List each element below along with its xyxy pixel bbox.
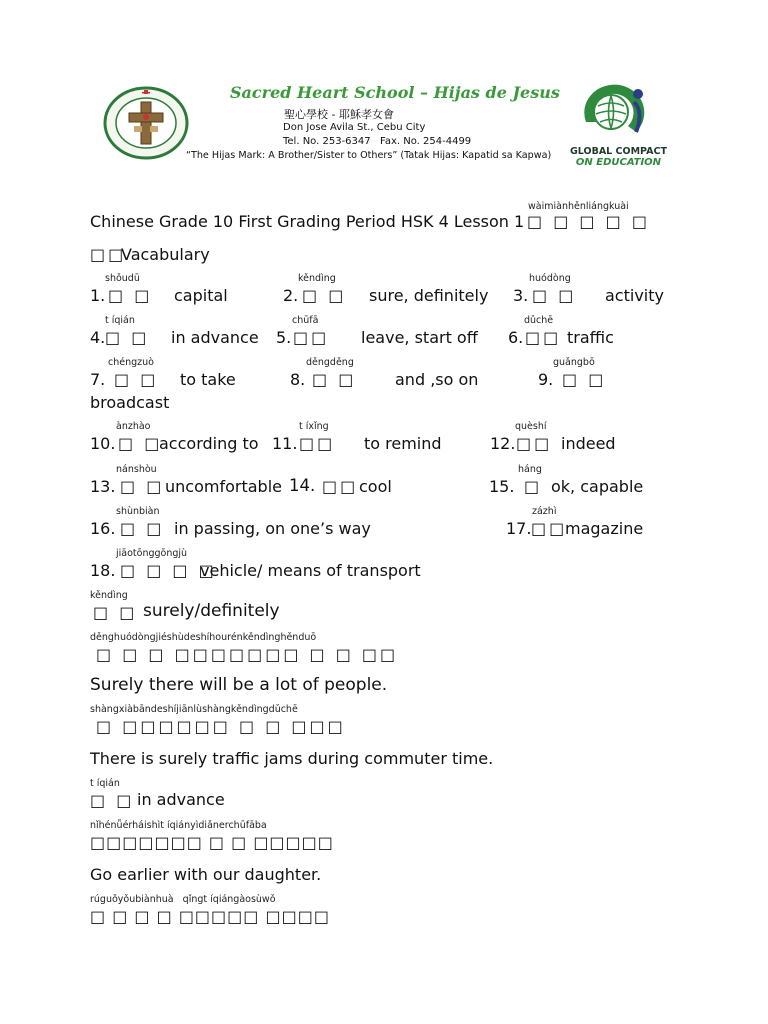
vocab-pinyin: děngděng — [306, 357, 354, 368]
vocab-pinyin: t íqián — [105, 315, 135, 326]
vocab-number: 1. — [90, 286, 106, 305]
vocab-english: and ,so on — [395, 370, 479, 389]
example-pinyin: rúguǒyǒubiànhuà qǐngt íqiángàosùwǒ — [90, 894, 276, 905]
vocab-hanzi: □ □ — [120, 477, 165, 496]
vocab-pinyin: zázhì — [532, 506, 557, 517]
example-hanzi: □ □ — [90, 791, 135, 810]
vocab-english: in advance — [171, 328, 259, 347]
vocab-pinyin: chūfā — [292, 315, 319, 326]
global-compact-caption — [570, 146, 667, 168]
global-compact-line2: ON EDUCATION — [575, 157, 662, 168]
vocab-number: 15. — [489, 477, 515, 496]
vocab-hanzi: □ □ — [562, 370, 607, 389]
school-name: Sacred Heart School – Hijas de Jesus — [230, 83, 560, 102]
vocab-number: 3. — [513, 286, 529, 305]
vocab-number: 11. — [272, 434, 298, 453]
vocab-heading-hanzi: □□ — [90, 245, 127, 264]
vocab-english: to remind — [364, 434, 442, 453]
vocab-english: broadcast — [90, 393, 170, 412]
vocab-english: ok, capable — [551, 477, 644, 496]
global-compact-line1: GLOBAL COMPACT — [570, 146, 667, 157]
title-pinyin: wàimiànhěnliángkuài — [528, 201, 629, 212]
vocab-number: 16. — [90, 519, 116, 538]
vocab-number: 8. — [290, 370, 306, 389]
vocab-english: activity — [605, 286, 664, 305]
vocab-pinyin: jiāotōnggōngjù — [116, 548, 188, 559]
example-english: Surely there will be a lot of people. — [90, 675, 388, 695]
vocab-pinyin: chéngzuò — [108, 357, 154, 368]
vocab-number: 10. — [90, 434, 116, 453]
vocab-pinyin: kěndìng — [298, 273, 336, 284]
vocab-hanzi: □□ — [322, 477, 359, 496]
vocab-english: capital — [174, 286, 228, 305]
example-english: Go earlier with our daughter. — [90, 865, 322, 884]
school-phone: Tel. No. 253-6347 — [283, 136, 371, 147]
vocab-number: 18. — [90, 561, 116, 580]
example-hanzi: □ □ □ □ □□□□□ □□□□ — [90, 907, 330, 926]
vocab-hanzi: □ □ — [120, 519, 165, 538]
vocab-pinyin: quèshí — [515, 421, 547, 432]
vocab-pinyin: huódòng — [529, 273, 571, 284]
example-hanzi: □ □ □ □□□□□□□ □ □ □□ — [96, 645, 399, 664]
vocab-pinyin: t íxǐng — [299, 421, 329, 432]
vocab-hanzi: □ □ — [118, 434, 163, 453]
vocab-number: 9. — [538, 370, 554, 389]
vocab-hanzi: □ □ □ □ — [120, 561, 217, 580]
vocab-number: 7. — [90, 370, 106, 389]
vocab-english: vehicle/ means of transport — [200, 561, 421, 580]
example-pinyin: shàngxiàbāndeshíjiānlùshàngkěndìngdǔchē — [90, 704, 298, 715]
example-english: in advance — [137, 790, 225, 809]
vocab-hanzi: □□ — [525, 328, 562, 347]
vocab-hanzi: □ □ — [312, 370, 357, 389]
vocab-english: sure, definitely — [369, 286, 489, 305]
vocab-number: 17. — [506, 519, 532, 538]
vocab-hanzi: □ □ — [302, 286, 347, 305]
vocab-hanzi: □□ — [293, 328, 330, 347]
example-hanzi: □ □□□□□□ □ □ □□□ — [96, 717, 346, 736]
vocab-hanzi: □□ — [531, 519, 568, 538]
vocab-number: 2. — [283, 286, 299, 305]
example-pinyin: kěndìng — [90, 590, 128, 601]
vocab-number: 13. — [90, 477, 116, 496]
school-chinese-name: 聖心學校 - 耶穌孝女會 — [284, 108, 394, 121]
vocab-english: according to — [159, 434, 259, 453]
vocab-english: in passing, on one’s way — [174, 519, 371, 538]
vocab-number: 12. — [490, 434, 516, 453]
vocab-hanzi: □ □ — [108, 286, 153, 305]
vocab-number: 4. — [90, 328, 106, 347]
vocab-number: 6. — [508, 328, 524, 347]
vocab-heading: Vacabulary — [121, 245, 210, 264]
example-english: There is surely traffic jams during commuter time. — [90, 749, 494, 768]
vocab-hanzi: □ □ — [532, 286, 577, 305]
vocab-hanzi: □□ — [299, 434, 336, 453]
vocab-english: cool — [359, 477, 392, 496]
vocab-pinyin: shùnbiàn — [116, 506, 160, 517]
vocab-english: indeed — [561, 434, 616, 453]
title-hanzi: □ □ □ □ □ — [527, 212, 650, 231]
vocab-number: 14. — [289, 476, 316, 495]
vocab-hanzi: □ □ — [114, 370, 159, 389]
page-title: Chinese Grade 10 First Grading Period HSK 4 Lesson 1 — [90, 212, 525, 231]
example-english: surely/definitely — [143, 601, 280, 621]
vocab-pinyin: nánshòu — [116, 464, 157, 475]
school-seal — [103, 86, 189, 160]
vocab-number: 5. — [276, 328, 292, 347]
example-hanzi: □□□□□□□ □ □ □□□□□ — [90, 833, 334, 852]
example-pinyin: t íqián — [90, 778, 120, 789]
vocab-english: traffic — [567, 328, 614, 347]
example-hanzi: □ □ — [93, 603, 138, 622]
vocab-english: leave, start off — [361, 328, 478, 347]
vocab-english: uncomfortable — [165, 477, 282, 496]
vocab-pinyin: ànzhào — [116, 421, 151, 432]
vocab-english: magazine — [565, 519, 644, 538]
example-pinyin: děnghuódòngjiéshùdeshíhourénkěndìnghěnduō — [90, 632, 317, 643]
vocab-hanzi: □ — [524, 477, 543, 496]
example-pinyin: nǐhénǚérháishìt íqiányìdiǎnerchūfāba — [90, 820, 267, 831]
school-motto: “The Hijas Mark: A Brother/Sister to Others” (Tatak Hijas: Kapatid sa Kapwa) — [186, 150, 552, 161]
vocab-english: to take — [180, 370, 236, 389]
global-compact-logo — [578, 82, 652, 144]
school-fax: Fax. No. 254-4499 — [380, 136, 472, 147]
vocab-hanzi: □ □ — [105, 328, 150, 347]
vocab-pinyin: shǒudū — [105, 273, 140, 284]
vocab-pinyin: háng — [518, 464, 542, 475]
school-address: Don Jose Avila St., Cebu City — [283, 122, 426, 133]
vocab-pinyin: dǔchē — [524, 315, 554, 326]
vocab-pinyin: guǎngbō — [553, 357, 595, 368]
vocab-hanzi: □□ — [516, 434, 553, 453]
